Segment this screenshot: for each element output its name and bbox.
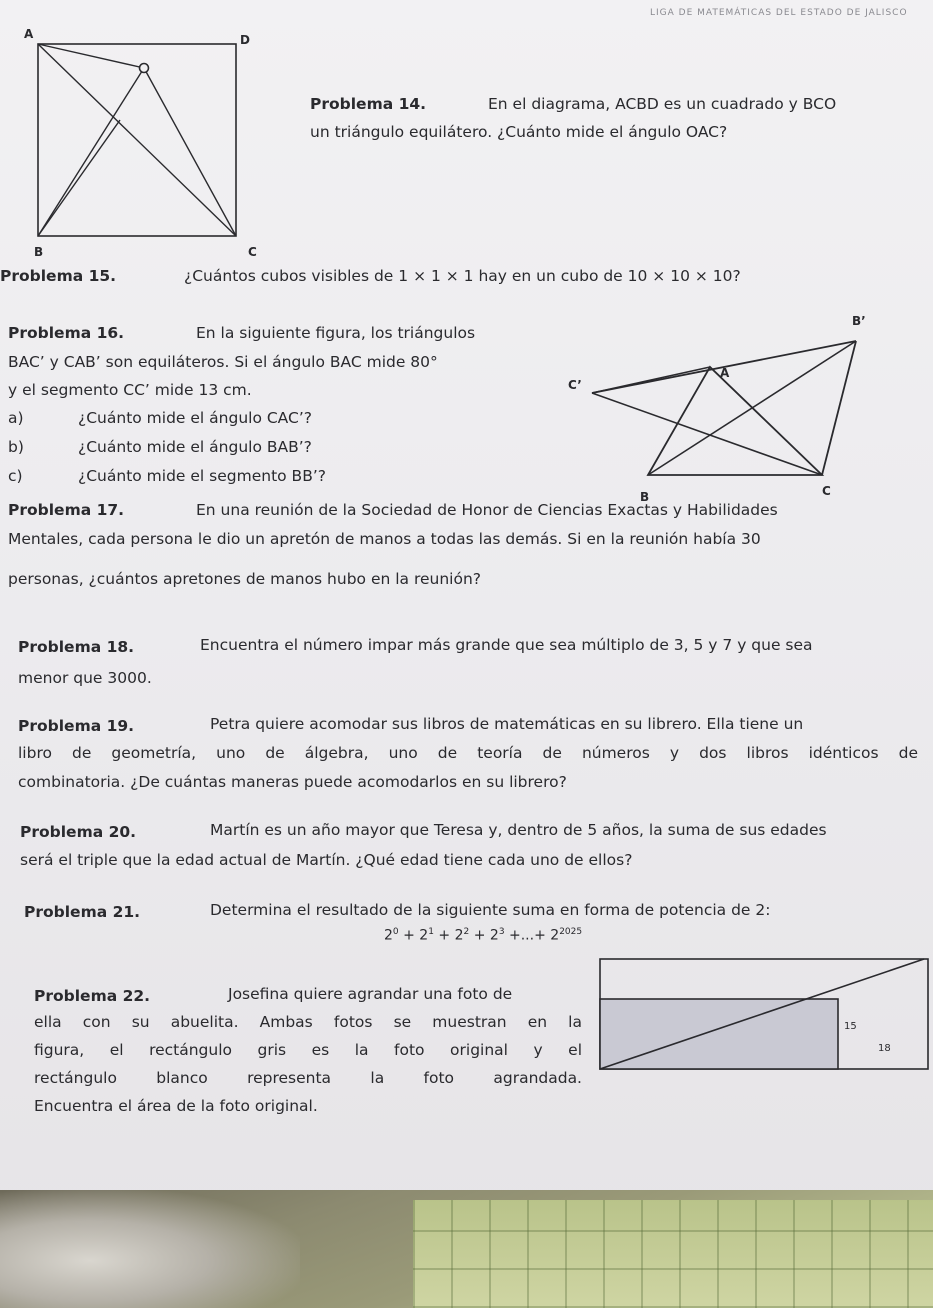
p22-line1: Josefina quiere agrandar una foto de — [228, 985, 513, 1003]
p19-line2: libro de geometría, uno de álgebra, uno de teoría de números y dos libros idénticos de — [18, 744, 918, 762]
label-18: 18 — [878, 1043, 891, 1054]
p14-line1: En el diagrama, ACBD es un cuadrado y BCO — [488, 95, 837, 113]
segment-cprime-c — [592, 393, 822, 475]
p22-line5: Encuentra el área de la foto original. — [34, 1097, 318, 1115]
p15-title: Problema 15. — [0, 267, 117, 285]
p16-qc-label: c) — [8, 467, 23, 485]
fabric-pattern — [413, 1200, 933, 1308]
label-b: B — [34, 245, 44, 259]
label-b: B — [640, 490, 650, 504]
p16-line2: BAC’ y CAB’ son equiláteros. Si el ángulo BAC mide 80° — [8, 353, 438, 371]
p16-line3: y el segmento CC’ mide 13 cm. — [8, 381, 252, 399]
label-c: C — [248, 245, 257, 259]
p18-title: Problema 18. — [18, 638, 135, 656]
p21-text: Determina el resultado de la siguiente suma en forma de potencia de 2: — [210, 901, 771, 919]
segment-bprime-c — [822, 341, 856, 475]
p22-line4: rectángulo blanco representa la foto agrandada. — [34, 1069, 582, 1087]
fur-texture — [0, 1190, 300, 1308]
label-a: A — [720, 366, 730, 380]
p18-line2: menor que 3000. — [18, 669, 152, 687]
p17-title: Problema 17. — [8, 501, 125, 519]
p21-formula: $2^0 + 2^1 + 2^2 + 2^3$ +...+ $2^{2025}$ — [384, 927, 583, 944]
p20-line1: Martín es un año mayor que Teresa y, dentro de 5 años, la suma de sus edades — [210, 821, 827, 839]
p16-qa-label: a) — [8, 409, 24, 427]
label-15: 15 — [844, 1021, 857, 1032]
segment-a-c-inner — [710, 367, 760, 415]
p20-title: Problema 20. — [20, 823, 137, 841]
label-c: C — [822, 484, 831, 498]
p17-line2: Mentales, cada persona le dio un apretón de manos a todas las demás. Si en la reunión había 30 — [8, 530, 761, 548]
background-surface — [0, 1190, 933, 1308]
p16-qa: ¿Cuánto mide el ángulo CAC’? — [78, 409, 312, 427]
p14-title: Problema 14. — [310, 95, 427, 113]
label-d: D — [240, 33, 250, 47]
p16-title: Problema 16. — [8, 324, 125, 342]
photo-diagram — [596, 955, 933, 1075]
label-a: A — [24, 28, 34, 41]
p20-line2: será el triple que la edad actual de Martín. ¿Qué edad tiene cada uno de ellos? — [20, 851, 633, 869]
triangles-diagram — [560, 305, 880, 505]
segment-cprime-a — [592, 367, 710, 393]
p22-line2: ella con su abuelita. Ambas fotos se muestran en la — [34, 1013, 582, 1031]
p16-qb-label: b) — [8, 438, 24, 456]
p16-line1: En la siguiente figura, los triángulos — [196, 324, 476, 342]
segment-c-o — [144, 68, 236, 236]
p14-line2: un triángulo equilátero. ¿Cuánto mide el ángulo OAC? — [310, 123, 728, 141]
p21-title: Problema 21. — [24, 903, 141, 921]
segment-b-mid — [38, 120, 120, 236]
p16-qb: ¿Cuánto mide el ángulo BAB’? — [78, 438, 312, 456]
p19-line3: combinatoria. ¿De cuántas maneras puede acomodarlos en su librero? — [18, 773, 567, 791]
segment-b-o — [38, 68, 144, 236]
p22-line3: figura, el rectángulo gris es la foto original y el — [34, 1041, 582, 1059]
p16-qc: ¿Cuánto mide el segmento BB’? — [78, 467, 326, 485]
page-header: LIGA DE MATEMÁTICAS DEL ESTADO DE JALISCO — [650, 8, 908, 18]
point-o — [140, 64, 149, 73]
p15-text: ¿Cuántos cubos visibles de 1 × 1 × 1 hay en un cubo de 10 × 10 × 10? — [184, 267, 741, 285]
segment-a-o — [38, 44, 144, 68]
p22-title: Problema 22. — [34, 987, 151, 1005]
p19-line1: Petra quiere acomodar sus libros de matemáticas en su librero. Ella tiene un — [210, 715, 804, 733]
original-photo-rect — [600, 999, 838, 1069]
p18-line1: Encuentra el número impar más grande que sea múltiplo de 3, 5 y 7 y que sea — [200, 636, 813, 654]
p17-line1: En una reunión de la Sociedad de Honor de Ciencias Exactas y Habilidades — [196, 501, 778, 519]
label-bprime: B’ — [852, 314, 866, 328]
label-cprime: C’ — [568, 378, 582, 392]
p19-title: Problema 19. — [18, 717, 135, 735]
square-diagram — [20, 28, 280, 268]
p17-line3: personas, ¿cuántos apretones de manos hubo en la reunión? — [8, 570, 482, 588]
